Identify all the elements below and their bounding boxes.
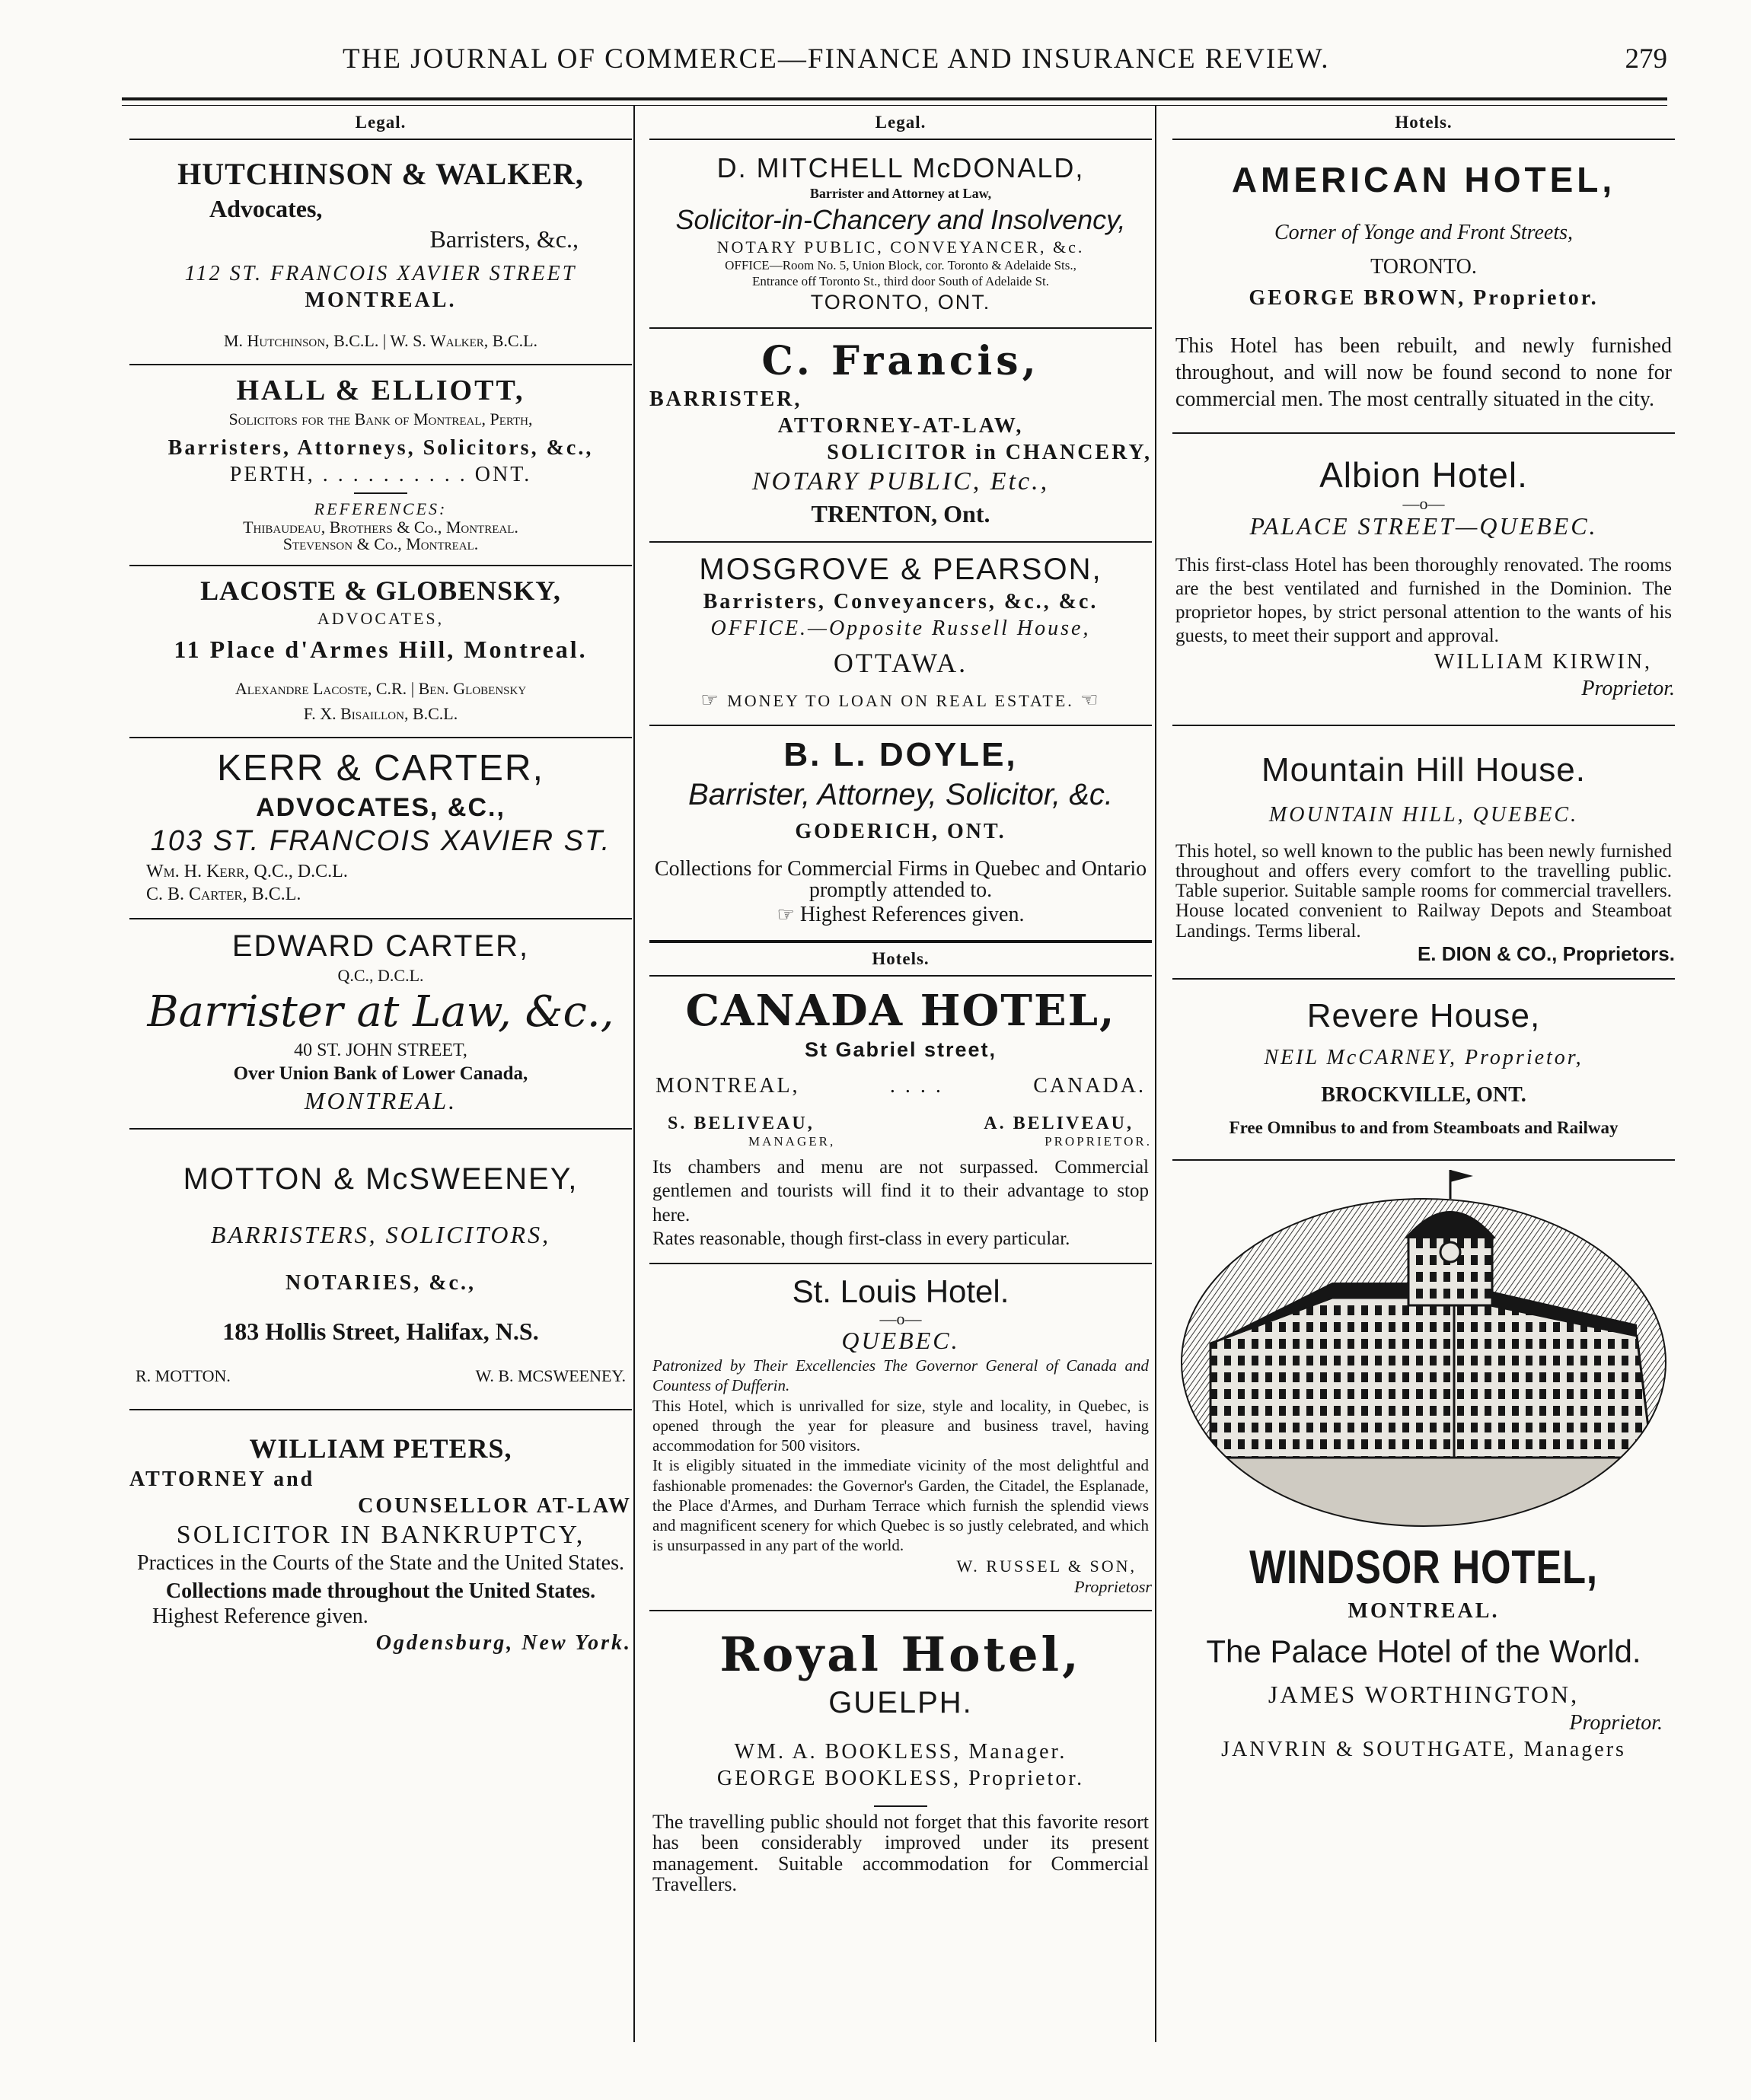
ad-line: SOLICITOR IN BANKRUPTCY,: [176, 1521, 585, 1550]
ad-lacoste-globensky: [129, 566, 632, 738]
firm-name: WILLIAM PETERS,: [249, 1433, 512, 1464]
ad-line: Entrance off Toronto St., third door South of Adelaide St.: [751, 274, 1050, 289]
ad-line: GEORGE BROWN, Proprietor.: [1249, 285, 1599, 310]
ad-city: MONTREAL,: [655, 1074, 800, 1098]
firm-name: MOTTON & McSWEENEY,: [183, 1162, 579, 1197]
ad-city: TORONTO, ONT.: [810, 290, 991, 314]
hotel-name: AMERICAN HOTEL,: [1231, 160, 1616, 199]
ad-city: TORONTO.: [1370, 254, 1477, 279]
page-header: [122, 43, 1667, 81]
ad-line: BARRISTER,: [649, 387, 802, 412]
pointing-hand-icon: ☞: [700, 688, 721, 711]
signature-role: Proprietosr: [1074, 1577, 1152, 1597]
ad-body: Rates reasonable, though first-class in every particular.: [652, 1228, 1070, 1249]
separator: |: [382, 331, 387, 350]
ad-line: Over Union Bank of Lower Canada,: [233, 1063, 528, 1084]
ad-line: GEORGE BOOKLESS, Proprietor.: [716, 1767, 1085, 1791]
hotel-name: Royal Hotel,: [719, 1626, 1082, 1682]
ad-address: 40 ST. JOHN STREET,: [294, 1040, 467, 1060]
ad-line: Highest Reference given.: [152, 1604, 368, 1628]
ad-city: MONTREAL.: [1348, 1598, 1500, 1623]
reference: Thibaudeau, Brothers & Co., Montreal.: [243, 518, 518, 537]
signature-role: Proprietor.: [1569, 1711, 1663, 1735]
ad-line: PERTH, . . . . . . . . . . ONT.: [229, 462, 532, 486]
firm-name: LACOSTE & GLOBENSKY,: [200, 575, 561, 606]
firm-name: HUTCHINSON & WALKER,: [177, 157, 584, 191]
column-hotels-right: [1172, 113, 1675, 2046]
ad-body: Patronized by Their Excellencies The Governor General of Canada and Countess of Dufferin.: [652, 1356, 1149, 1395]
firm-name: MOSGROVE & PEARSON,: [699, 552, 1102, 586]
ornament: —o—: [879, 1308, 922, 1328]
ad-line: WM. A. BOOKLESS, Manager.: [734, 1740, 1067, 1764]
ad-city: MONTREAL.: [305, 288, 457, 312]
ad-american-hotel: [1172, 148, 1675, 434]
ad-motton-mcsweeney: [129, 1130, 632, 1410]
person-role: PROPRIETOR.: [1045, 1134, 1152, 1149]
ad-city: GUELPH.: [828, 1686, 973, 1720]
ad-line: Barrister, Attorney, Solicitor, &c.: [688, 778, 1113, 812]
ad-line: ADVOCATES, &C.,: [256, 792, 506, 822]
hotel-name: CANADA HOTEL,: [685, 986, 1116, 1037]
ad-country: CANADA.: [1033, 1074, 1146, 1098]
ad-line: Highest References given.: [799, 903, 1025, 927]
ad-line: Collections made throughout the United States.: [165, 1579, 596, 1604]
pointing-hand-icon: ☞: [777, 903, 795, 926]
signature: WILLIAM KIRWIN,: [1434, 649, 1652, 674]
header-rule-thin: [122, 105, 1667, 106]
ad-city: TRENTON, Ont.: [811, 499, 990, 527]
short-rule: [874, 1805, 927, 1807]
partner-name: C. B. Carter, B.C.L.: [146, 884, 301, 904]
ad-line: St Gabriel street,: [804, 1038, 997, 1062]
ad-line: Solicitor-in-Chancery and Insolvency,: [675, 203, 1126, 235]
ad-line: OFFICE.—Opposite Russell House,: [710, 616, 1091, 640]
ad-line: Barristers, &c.,: [429, 225, 579, 253]
ad-hutchinson-walker: [129, 148, 632, 365]
reference: Stevenson & Co., Montreal.: [282, 534, 479, 553]
column-legal-left: [129, 113, 632, 2046]
partner-name: F. X. Bisaillon, B.C.L.: [303, 704, 458, 723]
ad-line: ADVOCATES,: [317, 609, 445, 628]
ad-c-francis: [649, 329, 1152, 543]
firm-name: KERR & CARTER,: [217, 747, 544, 789]
ad-line: MONEY TO LOAN ON REAL ESTATE.: [727, 690, 1074, 710]
ad-line: Barrister and Attorney at Law,: [809, 186, 992, 201]
partner-name: M. Hutchinson, B.C.L.: [223, 331, 379, 350]
ad-city: Ogdensburg, New York.: [375, 1630, 632, 1655]
dot-leader: . . . .: [889, 1074, 943, 1098]
ad-line: SOLICITOR in CHANCERY,: [827, 441, 1152, 465]
ad-line: NOTARY PUBLIC, Etc.,: [751, 467, 1050, 496]
person-role: MANAGER,: [748, 1134, 836, 1149]
ad-bl-doyle: [649, 726, 1152, 942]
ornament: —o—: [1402, 494, 1445, 513]
ad-city: MONTREAL.: [304, 1087, 458, 1115]
ad-line: NEIL McCARNEY, Proprietor,: [1264, 1046, 1584, 1070]
references-title: REFERENCES:: [314, 499, 448, 518]
partner-name: R. MOTTON.: [136, 1366, 231, 1386]
signature: E. DION & CO., Proprietors.: [1417, 942, 1675, 965]
partner-name: Alexandre Lacoste, C.R.: [234, 678, 407, 698]
firm-name: B. L. DOYLE,: [783, 736, 1018, 774]
ad-line: COUNSELLOR AT-LAW: [358, 1494, 632, 1518]
ad-line: Q.C., D.C.L.: [337, 965, 424, 985]
ad-line: Barristers, Attorneys, Solicitors, &c.,: [167, 435, 594, 460]
firm-name: EDWARD CARTER,: [231, 929, 530, 963]
ad-hall-elliott: [129, 365, 632, 567]
ad-revere-house: [1172, 980, 1675, 1161]
partner-name: Ben. Globensky: [418, 678, 527, 698]
hotel-name: WINDSOR HOTEL,: [1249, 1541, 1598, 1595]
person-name: S. BELIVEAU,: [668, 1114, 815, 1133]
ad-line: NOTARY PUBLIC, CONVEYANCER, &c.: [716, 237, 1085, 257]
ad-city: GODERICH, ONT.: [795, 820, 1006, 844]
ad-kerr-carter: [129, 738, 632, 919]
ad-line: JAMES WORTHINGTON,: [1268, 1681, 1580, 1709]
ad-albion-hotel: [1172, 434, 1675, 726]
ad-address: 112 ST. FRANCOIS XAVIER STREET: [184, 262, 577, 285]
ad-st-louis-hotel: [649, 1264, 1152, 1611]
section-heading-legal: Legal.: [129, 113, 632, 140]
ad-line: The Palace Hotel of the World.: [1206, 1633, 1641, 1669]
partner-name: W. B. MCSWEENEY.: [475, 1366, 626, 1386]
ad-city: BROCKVILLE, ONT.: [1321, 1083, 1526, 1107]
ad-body: The travelling public should not forget that this favorite resort has been considerably improved under its present management. Suitable accommodation for Commercial Travellers.: [652, 1811, 1149, 1895]
signature-role: Proprietor.: [1581, 676, 1675, 700]
column-divider-2: [1155, 105, 1156, 2042]
ad-address: 183 Hollis Street, Halifax, N.S.: [222, 1318, 539, 1346]
ad-line: Practices in the Courts of the State and the United States.: [137, 1550, 624, 1575]
ad-line: PALACE STREET—QUEBEC.: [1249, 511, 1598, 540]
firm-name: HALL & ELLIOTT,: [236, 374, 525, 406]
ad-script-line: Barrister at Law, &c.,: [147, 987, 614, 1037]
section-heading-legal: Legal.: [649, 113, 1152, 140]
section-heading-hotels: Hotels.: [649, 942, 1152, 977]
hotel-name: Revere House,: [1306, 997, 1541, 1035]
signature: W. RUSSEL & SON,: [956, 1556, 1137, 1576]
ad-line: MOUNTAIN HILL, QUEBEC.: [1268, 802, 1579, 827]
ad-william-peters: [129, 1410, 632, 1668]
ad-line: Barristers, Conveyancers, &c., &c.: [703, 589, 1099, 613]
ad-line: Corner of Yonge and Front Streets,: [1274, 220, 1573, 244]
ad-body: This Hotel has been rebuilt, and newly furnished throughout, and will now be found second to none for commercial men. The most centrally situated in the city.: [1175, 333, 1672, 411]
page-number: 279: [1625, 43, 1667, 75]
section-heading-hotels: Hotels.: [1172, 113, 1675, 140]
ad-windsor-hotel: [1172, 1168, 1675, 1775]
ad-mitchell-mcdonald: [649, 148, 1152, 329]
ad-mosgrove-pearson: [649, 543, 1152, 727]
windsor-hotel-engraving: [1180, 1168, 1667, 1534]
running-head: THE JOURNAL OF COMMERCE—FINANCE AND INSURANCE REVIEW.: [343, 43, 1330, 75]
ad-line: Advocates,: [209, 195, 323, 222]
partner-name: W. S. Walker, B.C.L.: [390, 331, 538, 350]
column-legal-hotels-middle: [649, 113, 1152, 2046]
firm-name: C. Francis,: [761, 338, 1040, 385]
ad-city: QUEBEC.: [841, 1327, 960, 1355]
short-rule: [354, 492, 407, 494]
ad-address: 103 ST. FRANCOIS XAVIER ST.: [150, 825, 611, 857]
ad-canada-hotel: [649, 984, 1152, 1264]
person-name: A. BELIVEAU,: [984, 1114, 1134, 1133]
ad-edward-carter: [129, 919, 632, 1130]
ad-line: Collections for Commercial Firms in Quebec and Ontario promptly attended to.: [654, 857, 1147, 903]
ad-line: OFFICE—Room No. 5, Union Block, cor. Toronto & Adelaide Sts.,: [725, 258, 1076, 272]
ad-body: It is eligibly situated in the immediate vicinity of the most delightful and fashionable promenades: the Governor's Garden, the Citadel, the Esplanade, the Place d'Armes, and Durham Terrace which furnish the splendid views and magnificent scenery for which Quebec is so justly celebrated, and which is unsurpassed in any part of the world.: [652, 1456, 1149, 1555]
hotel-name: St. Louis Hotel.: [792, 1273, 1009, 1309]
ad-mountain-hill-house: [1172, 726, 1675, 980]
ad-city: OTTAWA.: [833, 647, 968, 678]
column-divider-1: [633, 105, 635, 2042]
partner-name: Wm. H. Kerr, Q.C., D.C.L.: [146, 861, 348, 881]
ad-body: This hotel, so well known to the public has been newly furnished throughout and offers every comfort to the travelling public. Table superior. Suitable sample rooms for commercial travellers. House located convenient to Railway Depots and Steamboat Landings. Terms liberal.: [1175, 840, 1672, 942]
ad-line: NOTARIES, &c.,: [285, 1271, 476, 1295]
separator: |: [410, 678, 415, 698]
ad-line: Free Omnibus to and from Steamboats and Railway: [1229, 1118, 1619, 1138]
ad-line: JANVRIN & SOUTHGATE, Managers: [1221, 1738, 1626, 1762]
firm-name: D. MITCHELL McDONALD,: [716, 152, 1085, 183]
ad-line: ATTORNEY and: [129, 1467, 315, 1492]
hotel-name: Mountain Hill House.: [1261, 750, 1586, 789]
ad-body: This Hotel, which is unrivalled for size, style and locality, in Quebec, is opened through the year for pleasure and business travel, having accommodation for 500 visitors.: [652, 1396, 1149, 1455]
ad-line: Solicitors for the Bank of Montreal, Perth,: [228, 409, 533, 429]
ad-body: Its chambers and menu are not surpassed. Commercial gentlemen and tourists will find it to their advantage to stop here.: [652, 1157, 1149, 1225]
ad-address: 11 Place d'Armes Hill, Montreal.: [174, 635, 588, 663]
pointing-hand-icon: ☜: [1080, 688, 1101, 711]
ad-line: ATTORNEY-AT-LAW,: [777, 414, 1024, 438]
ad-body: This first-class Hotel has been thoroughly renovated. The rooms are the best ventilated and furnished in the Dominion. The proprietor hopes, by strict personal attention to the wants of his guests, to meet their support and approval.: [1175, 554, 1672, 647]
ad-line: BARRISTERS, SOLICITORS,: [210, 1221, 551, 1249]
ad-royal-hotel: [649, 1611, 1152, 1907]
header-rule-thick: [122, 97, 1667, 100]
hotel-name: Albion Hotel.: [1319, 454, 1528, 495]
